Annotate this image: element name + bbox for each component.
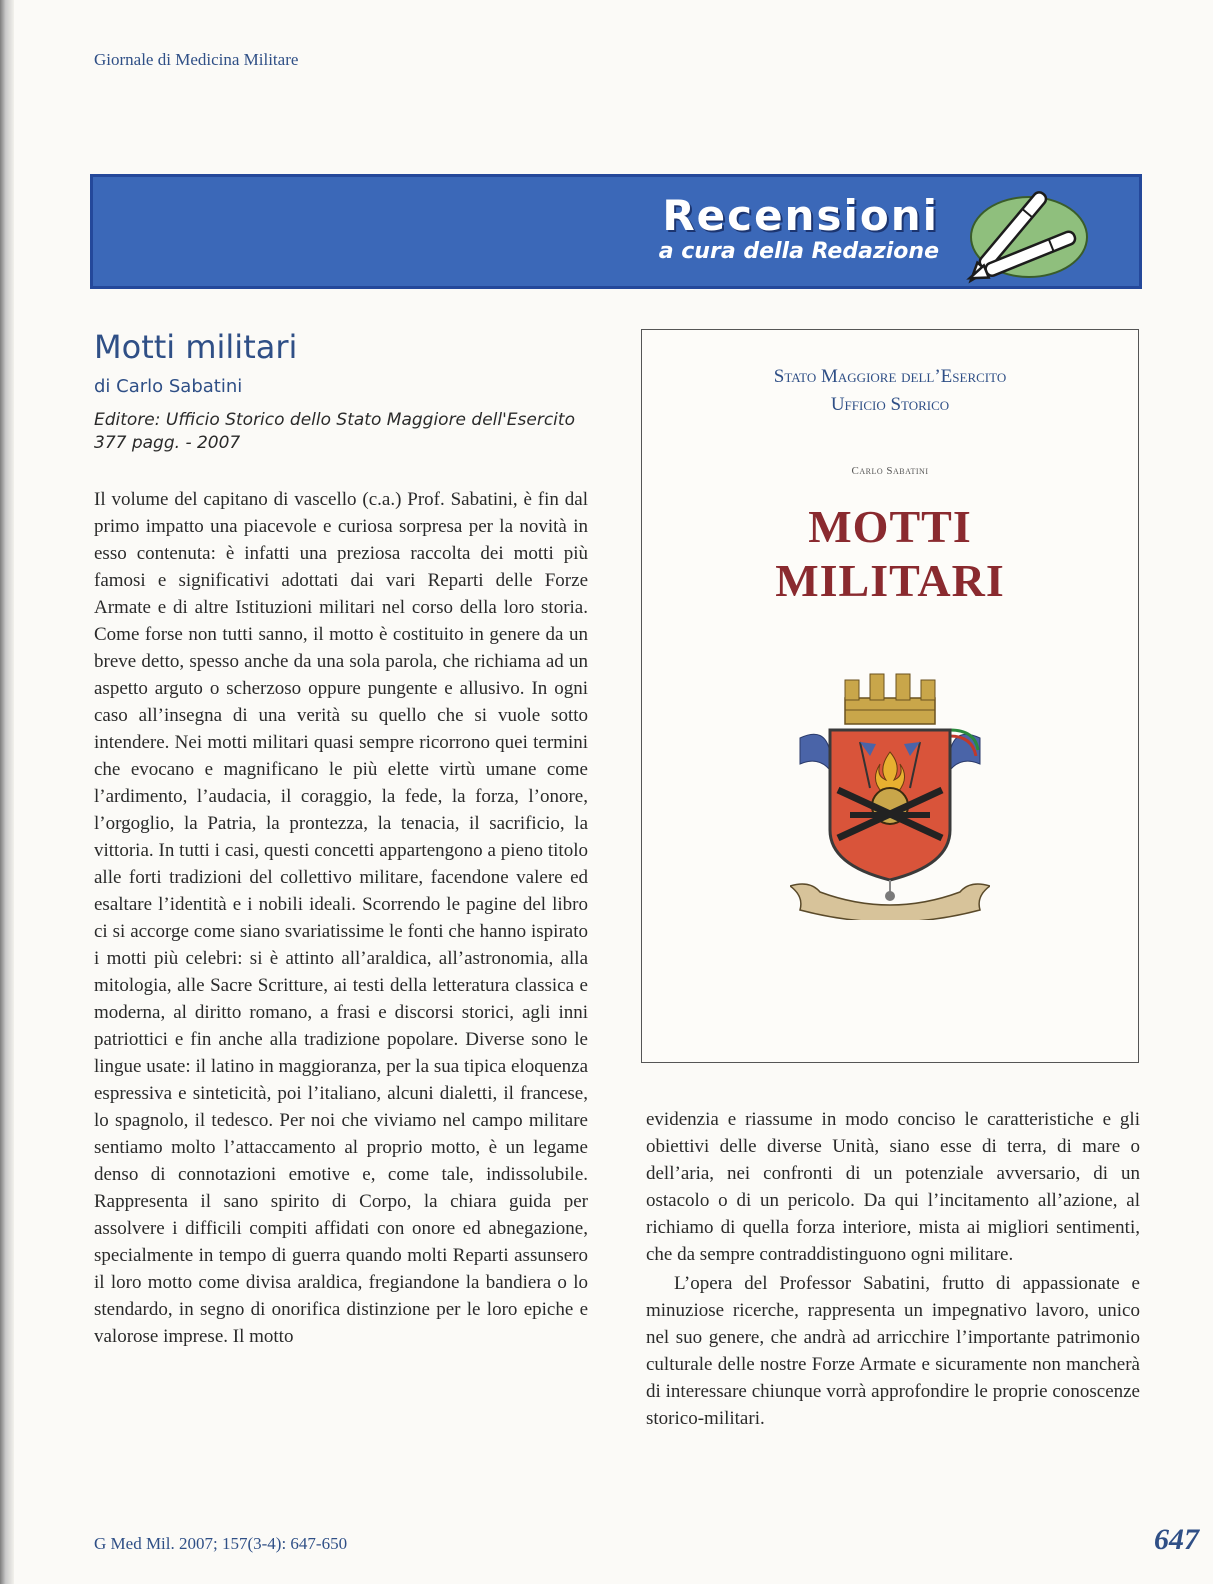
citation-footer: G Med Mil. 2007; 157(3-4): 647-650 xyxy=(94,1534,348,1553)
article-paragraph-closing: L’opera del Professor Sabatini, frutto di appassionate e minuziose ricerche, rappresenta un impegnativo lavoro, unico nel suo genere, che andrà ad arricchire l’importante patrimonio culturale delle nostre Forze Armate e sicuramente non mancherà di interessare chiunque vorrà approfondire le proprie conoscenze storico-militari. xyxy=(646,1273,1140,1429)
banner-title: Recensioni xyxy=(662,191,939,240)
journal-title: Giornale di Medicina Militare xyxy=(94,50,299,69)
cover-office: Ufficio Storico xyxy=(830,394,950,415)
section-banner xyxy=(90,174,1142,289)
article-publisher: Editore: Ufficio Storico dello Stato Maggiore dell'Esercito xyxy=(94,410,575,430)
cover-institution: Stato Maggiore dell’Esercito xyxy=(773,366,1007,387)
article-pages-year: 377 pagg. - 2007 xyxy=(94,433,241,453)
article-author: di Carlo Sabatini xyxy=(94,376,243,397)
banner-subtitle: a cura della Redazione xyxy=(658,239,939,264)
cover-author: Carlo Sabatini xyxy=(851,465,929,477)
book-cover xyxy=(641,329,1139,1063)
article-body-left-column: Il volume del capitano di vascello (c.a.) Prof. Sabatini, è fin dal primo impatto una piacevole e curiosa sorpresa per la novità in esso contenuta: è infatti una preziosa raccolta dei motti più famosi e significativi adottati dai vari Reparti delle Forze Armate e di altre Istituzioni militari nel corso della loro storia. Come forse non tutti sanno, il motto è costituito in genere da un breve detto, spesso anche da una sola parola, che richiama ad un aspetto arguto o scherzoso oppure pungente e allusivo. In ogni caso all’insegna di una verità su quello che si vuole sotto intendere. Nei motti militari quasi sempre ricorrono quei termini che evocano e magnificano le più elette virtù umane come l’ardimento, l’audacia, il coraggio, la fede, la forza, l’onore, l’orgoglio, la Patria, la prontezza, la tenacia, il sacrificio, la vittoria. In tutti i casi, questi concetti appartengono a pieno titolo alle forti tradizioni del collettivo militare, facendone valere ed esaltare l’identità e i nobili ideali. Scorrendo le pagine del libro ci si accorge come siano svariatissime le fonti che hanno ispirato i motti più celebri: si è attinto all’araldica, all’astronomia, alla mitologia, alle Sacre Scritture, ai testi della letteratura classica e moderna, al diritto romano, a frasi e discorsi storici, agli inni patriottici e fin anche alla tradizione popolare. Diverse sono le lingue usate: il latino in maggioranza, per la sua tipica eloquenza espressiva e sinteticità, poi l’italiano, alcuni dialetti, il francese, lo spagnolo, il tedesco. Per noi che viviamo nel campo militare sentiamo molto l’attaccamento al proprio motto, è un legame denso di connotazioni emotive e, come tale, indissolubile. Rappresenta il sano spirito di Corpo, la chiara guida per assolvere i difficili compiti affidati con onore ed abnegazione, specialmente in tempo di guerra quando molti Reparti assunsero il loro motto come divisa araldica, fregiandone la bandiera o lo stendardo, in segno di onorifica distinzione per le loro epiche e valorose imprese. Il motto xyxy=(94,489,588,1347)
pens-icon xyxy=(961,179,1091,287)
page-spine-shadow xyxy=(0,0,14,1584)
page-number: 647 xyxy=(1154,1523,1199,1556)
article-title: Motti militari xyxy=(94,328,298,366)
cover-title-line2: MILITARI xyxy=(775,555,1005,606)
article-paragraph-continuation: evidenzia e riassume in modo conciso le caratteristiche e gli obiettivi delle diverse Unità, siano esse di terra, di mare o dell’aria, nei confronti di un potenziale avversario, di un ostacolo o di un pericolo. Da qui l’incitamento all’azione, al richiamo di quella forza interiore, mista ai migliori sentimenti, che da sempre contraddistinguono ogni militare. xyxy=(646,1109,1140,1265)
article-body-right-column xyxy=(646,1106,1140,1432)
coat-of-arms-icon xyxy=(790,660,990,920)
cover-title-line1: MOTTI xyxy=(808,501,972,552)
